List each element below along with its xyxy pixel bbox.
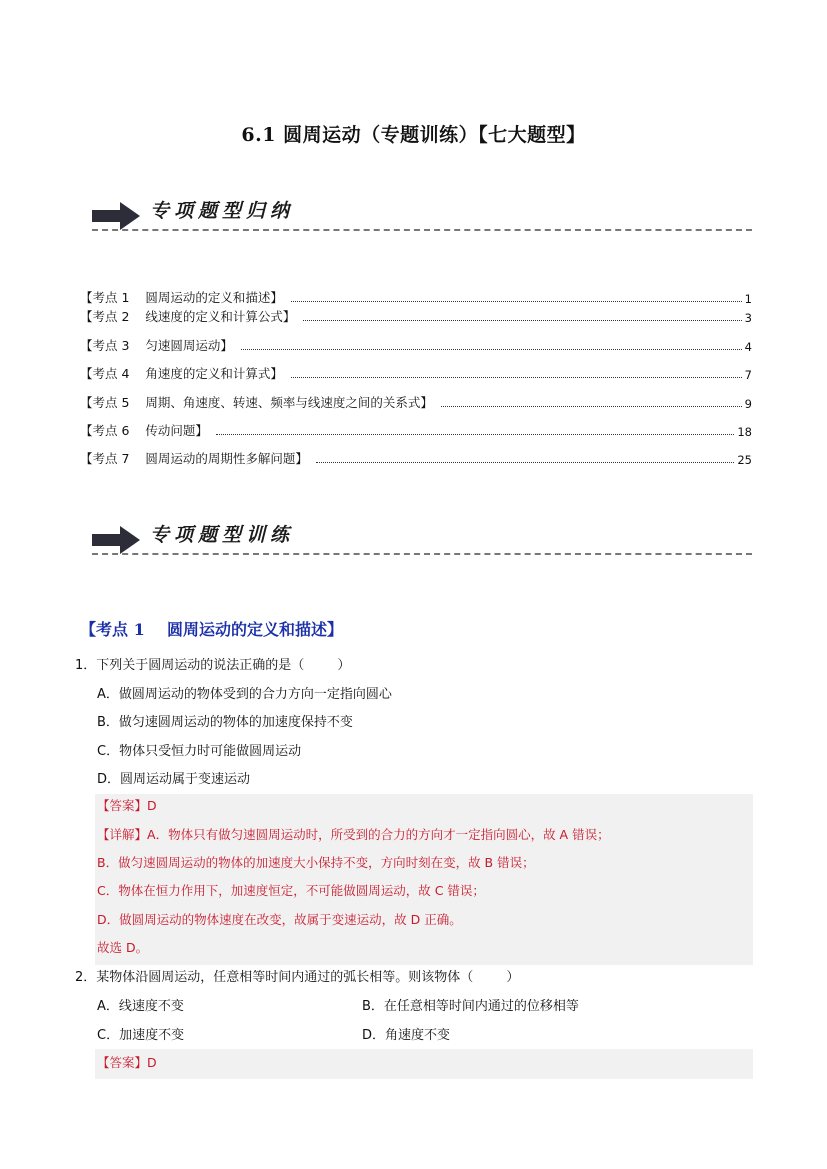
detail-line: 【详解】A．物体只有做匀速圆周运动时，所受到的合力的方向才一定指向圆心，故 A 错误； (97, 827, 610, 842)
toc-item[interactable]: 【考点 4 角速度的定义和计算式】 7 (80, 366, 752, 382)
detail-line: C．物体在恒力作用下，加速度恒定，不可能做圆周运动，故 C 错误； (97, 883, 485, 898)
question-1-stem: 1．下列关于圆周运动的说法正确的是（ ） (75, 658, 351, 673)
section-banner-summary (92, 196, 752, 236)
arrow-icon (92, 202, 140, 230)
answer-box (95, 794, 753, 965)
banner-label: 专项题型训练 (150, 524, 295, 546)
divider (92, 553, 752, 555)
question-1-option-a: A．做圆周运动的物体受到的合力方向一定指向圆心 (97, 687, 392, 702)
detail-line: D．做圆周运动的物体速度在改变，故属于变速运动，故 D 正确。 (97, 912, 462, 927)
question-1-option-b: B．做匀速圆周运动的物体的加速度保持不变 (97, 715, 353, 730)
question-1-option-c: C．物体只受恒力时可能做圆周运动 (97, 744, 302, 759)
question-2-option-c: C．加速度不变 (97, 1028, 185, 1043)
toc-item[interactable]: 【考点 1 圆周运动的定义和描述】 1 (80, 290, 752, 306)
toc-item[interactable]: 【考点 6 传动问题】 18 (80, 423, 752, 439)
page-title: 6.1 圆周运动（专题训练）【七大题型】 (241, 124, 586, 146)
answer-box (95, 1049, 753, 1079)
question-2-option-d: D．角速度不变 (362, 1028, 451, 1043)
question-2-option-b: B．在任意相等时间内通过的位移相等 (362, 999, 579, 1014)
question-2-option-a: A．线速度不变 (97, 999, 184, 1014)
answer-line: 【答案】D (97, 798, 157, 813)
question-2-stem: 2．某物体沿圆周运动，任意相等时间内通过的弧长相等。则该物体（ ） (75, 970, 520, 985)
section-title: 【考点 1 圆周运动的定义和描述】 (80, 620, 343, 639)
detail-line: B．做匀速圆周运动的物体的加速度大小保持不变，方向时刻在变，故 B 错误； (97, 855, 535, 870)
divider (92, 229, 752, 231)
section-banner-training (92, 520, 752, 560)
banner-label: 专项题型归纳 (150, 200, 295, 222)
toc-item[interactable]: 【考点 5 周期、角速度、转速、频率与线速度之间的关系式】 9 (80, 395, 752, 411)
detail-line: 故选 D。 (97, 940, 149, 955)
toc-item[interactable]: 【考点 2 线速度的定义和计算公式】 3 (80, 309, 752, 325)
toc-item[interactable]: 【考点 3 匀速圆周运动】 4 (80, 338, 752, 354)
arrow-icon (92, 526, 140, 554)
toc-item[interactable]: 【考点 7 圆周运动的周期性多解问题】 25 (80, 451, 752, 467)
question-1-option-d: D．圆周运动属于变速运动 (97, 772, 251, 787)
answer-line: 【答案】D (97, 1055, 157, 1070)
